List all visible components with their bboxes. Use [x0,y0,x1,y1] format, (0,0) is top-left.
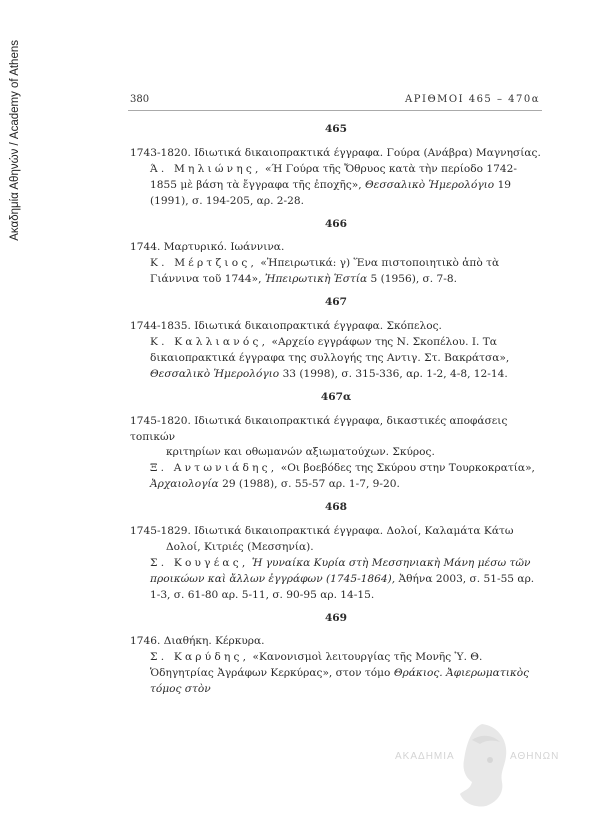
entry-heading [130,524,542,540]
entry-heading-text: 1745-1829. Ιδιωτικά δικαιοπρακτικά έγγραφα. Δολοί, Καλαμάτα Κάτω [130,525,514,538]
catalogue-entry [130,122,542,210]
reference-title: «Ή Γούρα τῆς Ὄθρυος κατὰ τὴν περίοδο 1742-1855 μὲ βάση τὰ ἔγγραφα τῆς ἐποχῆς», [150,162,517,191]
side-watermark-label [5,40,25,240]
entry-heading [130,240,542,256]
reference-details: 29 (1988), σ. 55-57 αρ. 1-7, 9-20. [218,478,400,491]
entry-reference [130,556,542,604]
entry-heading [130,634,542,650]
reference-publication: Θεσσαλικὸ Ἡμερολόγιο [365,178,495,191]
entry-number: 468 [324,501,348,514]
reference-title: «Κανονισμοὶ λειτουργίας τῆς Μονῆς Ὑ. Θ. Ὁδηγητρίας Ἀγράφων Κερκύρας», στον τόμο [150,651,483,680]
watermark-left-text: ΑΚΑΔΗΜΙΑ [395,751,455,762]
reference-author: Κ. Μέρτζιος, [150,257,258,270]
reference-author: Ξ. Αντωνιάδης, [150,462,278,475]
entry-number: 466 [324,217,348,230]
reference-publication: Ἠπειρωτικὴ Ἑστία [264,273,368,286]
entry-heading [130,319,542,335]
entry-heading-text: 1744-1835. Ιδιωτικά δικαιοπρακτικά έγγραφα. Σκόπελος. [130,320,442,333]
entry-heading-continued: κριτηρίων και οθωμανών αξιωματούχων. Σκύρος. [166,446,435,459]
reference-author: Σ. Καρύδης, [150,651,250,664]
entry-number: 465 [324,123,348,135]
reference-title: «Ἠπειρωτικά: γ) Ἕνα πιστοποιητικὸ ἀπὸ τὰ Γιάννινα τοῦ 1744», [150,257,500,286]
reference-details: 19 (1991), σ. 194-205, αρ. 2-28. [150,178,512,207]
reference-title: «Αρχείο εγγράφων της Ν. Σκοπέλου. Ι. Τα δικαιοπρακτικά έγγραφα της συλλογής της Αντιγ. Στ. Βακράτσα», [150,335,510,364]
reference-author: Κ. Καλλιανός, [150,335,269,348]
catalogue-entry [130,390,542,493]
reference-publication: Ἡ γυναίκα Κυρία στὴ Μεσσηνιακὴ Μάνη μέσω τῶν προικώων καὶ ἄλλων ἐγγράφων (1745-1864), [150,556,531,585]
reference-publication: Ἀρχαιολογία [150,478,219,491]
catalogue-entry [130,611,542,699]
catalogue-entry [130,500,542,603]
entry-heading [130,146,542,162]
reference-details: Ἀθήνα 2003, σ. 51-55 αρ. 1-3, σ. 61-80 αρ. 5-11, σ. 90-95 αρ. 14-15. [150,572,535,601]
entry-heading-text: 1746. Διαθήκη. Κέρκυρα. [130,635,265,648]
entry-reference [130,650,542,698]
catalogue-content [130,122,542,705]
entry-number: 467α [320,390,352,403]
entry-heading [130,414,542,446]
watermark-right-text: ΑΘΗΝΩΝ [510,751,560,762]
entry-heading-text: 1745-1820. Ιδιωτικά δικαιοπρακτικά έγγραφα, δικαστικές αποφάσεις τοπικών [130,414,508,443]
reference-title: «Οι βοεβόδες της Σκύρου στην Τουρκοκρατία», [277,462,535,475]
page-number: 380 [130,94,150,105]
entry-reference [130,335,542,383]
reference-publication: Θεσσαλικὸ Ἡμερολόγιο [150,367,280,380]
athena-head-icon [450,720,514,810]
reference-details: 33 (1998), σ. 315-336, αρ. 1-2, 4-8, 12-14. [279,367,508,380]
catalogue-entry [130,217,542,289]
academy-watermark [395,720,575,810]
reference-publication: Θράκιος. Ἀφιερωματικὸς τόμος στὸν [150,667,530,696]
running-title: ΑΡΙΘΜΟΙ 465 – 470α [405,94,540,105]
entry-heading-continued: Δολοί, Κιτριές (Μεσσηνία). [166,540,314,553]
catalogue-entry [130,295,542,383]
entry-number: 469 [324,611,348,624]
entry-reference [130,162,542,210]
side-label-text: Ακαδημία Αθηνών / Academy of Athens [9,40,21,241]
entry-reference [130,461,542,493]
reference-author: Σ. Κουγέας, [150,556,249,569]
entry-heading-text: 1743-1820. Ιδιωτικά δικαιοπρακτικά έγγραφα. Γούρα (Ανάβρα) Μαγνησίας. [130,146,541,159]
reference-author: Ά. Μηλιώνης, [150,162,262,175]
header-rule [128,110,542,111]
entry-reference [130,256,542,288]
entry-number: 467 [324,296,348,309]
reference-details: 5 (1956), σ. 7-8. [367,273,457,286]
entry-heading-text: 1744. Μαρτυρικό. Ιωάννινα. [130,241,285,254]
